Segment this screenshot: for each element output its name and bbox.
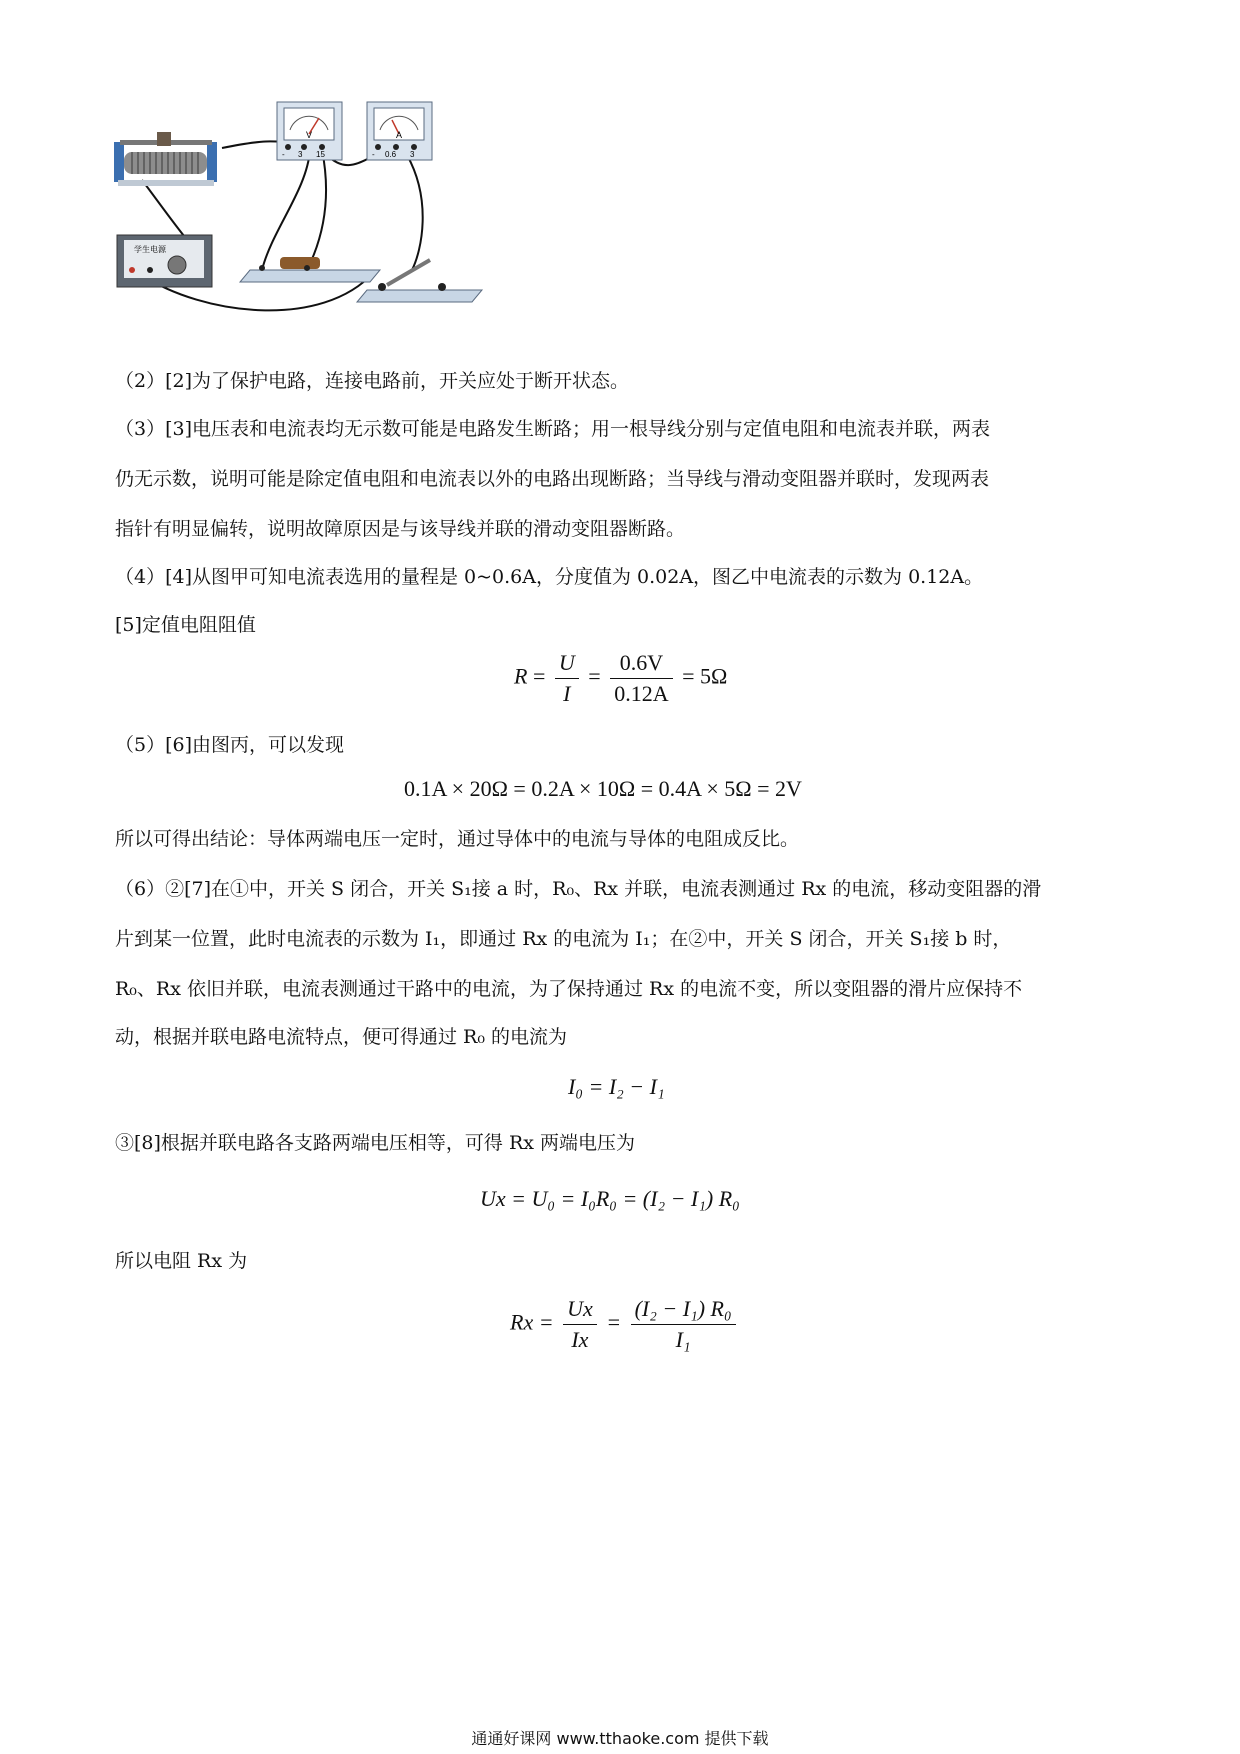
equation-resistance: R = $\frac{U}{I}$ = $\frac{0.6V}{0.12A}$ = 5Ω: [514, 650, 728, 706]
answer-line-8: （6）②[7]在①中，开关 S 闭合，开关 S₁接 a 时，R₀、Rx 并联，电流表测通过 Rx 的电流，移动变阻器的滑: [115, 878, 1042, 900]
svg-text:-: -: [372, 150, 375, 159]
voltmeter-symbol: V: [306, 130, 313, 140]
answer-line-10: R₀、Rx 依旧并联，电流表测通过干路中的电流，为了保持通过 Rx 的电流不变，所以变阻器的滑片应保持不: [115, 978, 1023, 1000]
answer-line-13: 所以电阻 Rx 为: [115, 1250, 248, 1272]
equation-current-i0: I₀ = I₂ − I₁: [568, 1074, 665, 1099]
answer-line-7: 所以可得出结论：导体两端电压一定时，通过导体中的电流与导体的电阻成反比。: [115, 828, 800, 850]
answer-line-3c: 指针有明显偏转，说明故障原因是与该导线并联的滑动变阻器断路。: [115, 518, 686, 540]
power-supply: [117, 235, 212, 287]
answer-line-6: （5）[6]由图丙，可以发现: [115, 734, 345, 756]
page-footer: 通通好课网 www.tthaoke.com 提供下载: [471, 1729, 769, 1748]
rheostat: [114, 132, 217, 186]
fixed-resistor: [240, 257, 380, 282]
answer-line-12: ③[8]根据并联电路各支路两端电压相等，可得 Rx 两端电压为: [115, 1132, 636, 1154]
answer-line-11: 动，根据并联电路电流特点，便可得通过 R₀ 的电流为: [115, 1026, 568, 1048]
answer-line-4: （4）[4]从图甲可知电流表选用的量程是 0~0.6A，分度值为 0.02A，图乙中电流表的示数为 0.12A。: [115, 566, 984, 588]
circuit-diagram: [112, 100, 492, 352]
svg-text:-: -: [282, 150, 285, 159]
answer-line-2: （2）[2]为了保护电路，连接电路前，开关应处于断开状态。: [115, 370, 630, 392]
knife-switch: [357, 260, 482, 302]
answer-line-9: 片到某一位置，此时电流表的示数为 I₁，即通过 Rx 的电流为 I₁；在②中，开关 S 闭合，开关 S₁接 b 时，: [115, 928, 1012, 950]
answer-line-5: [5]定值电阻阻值: [115, 614, 256, 636]
svg-text:3: 3: [298, 150, 303, 159]
svg-text:3: 3: [410, 150, 415, 159]
svg-text:学生电源: 学生电源: [134, 245, 166, 254]
equation-voltage-ux: Ux = U₀ = I₀R₀ = (I₂ − I₁) R₀: [480, 1186, 740, 1211]
equation-voltage-products: 0.1A × 20Ω = 0.2A × 10Ω = 0.4A × 5Ω = 2V: [404, 776, 802, 801]
answer-line-3b: 仍无示数，说明可能是除定值电阻和电流表以外的电路出现断路；当导线与滑动变阻器并联时，发现两表: [115, 468, 990, 490]
ammeter: [367, 102, 432, 160]
answer-line-3a: （3）[3]电压表和电流表均无示数可能是电路发生断路；用一根导线分别与定值电阻和电流表并联，两表: [115, 418, 991, 440]
svg-text:0.6: 0.6: [385, 150, 397, 159]
voltmeter: [277, 102, 342, 160]
svg-text:15: 15: [316, 150, 325, 159]
equation-resistance-rx: Rx = $\frac{Ux}{Ix}$ = $\frac{\text{(I₂ − I₁) R₀}}{\text{I₁}}$: [510, 1296, 740, 1353]
ammeter-symbol: A: [396, 130, 403, 140]
